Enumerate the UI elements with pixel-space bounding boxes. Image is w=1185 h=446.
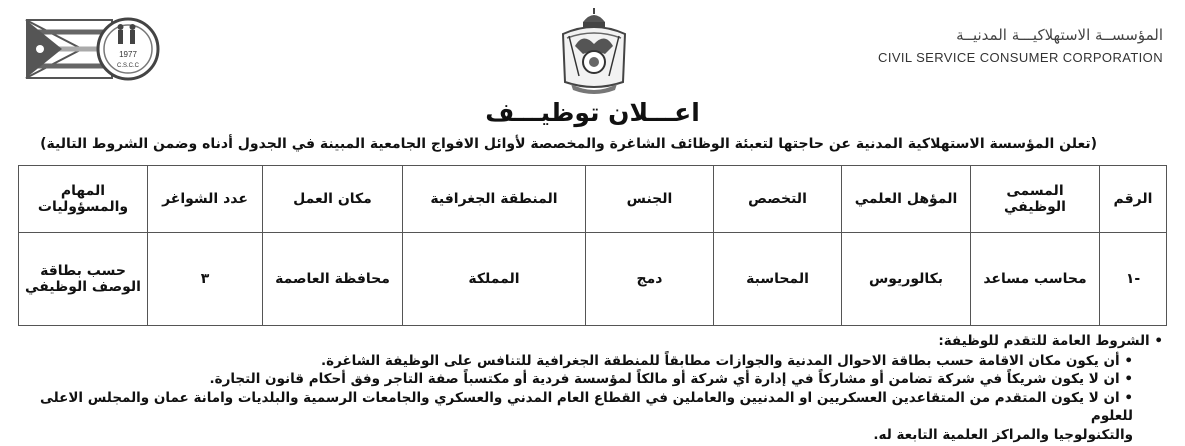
condition-item: • ان لا يكون شريكاً في شركة تضامن أو مشاركاً في إدارة أي شركة أو مالكاً لمؤسسة فردية أو مكتسباً صفة التاجر وفق أحكام قانون التجارة.: [209, 371, 1133, 387]
cell-specialization: المحاسبة: [714, 233, 842, 326]
org-name-arabic: المؤسســة الاستهلاكيـــة المدنيــة: [956, 26, 1163, 44]
page-title: اعـــلان توظيـــف: [485, 98, 700, 127]
vacancies-table: [18, 165, 1167, 326]
cell-vacancies: ٣: [148, 233, 263, 326]
table-header-row: [19, 166, 1167, 233]
coat-of-arms-emblem: [553, 6, 635, 96]
organization-name: [878, 26, 1163, 65]
col-header-specialization: التخصص: [714, 166, 842, 233]
col-header-gender: الجنس: [586, 166, 714, 233]
cell-job-title: محاسب مساعد: [971, 233, 1100, 326]
cell-gender: دمج: [586, 233, 714, 326]
col-header-qualification: المؤهل العلمي: [842, 166, 971, 233]
cell-workplace: محافظة العاصمة: [263, 233, 403, 326]
condition-continuation: والتكنولوجيا والمراكز العلمية التابعة له.: [873, 426, 1133, 443]
general-conditions: [13, 332, 1163, 444]
cell-number: -١: [1100, 233, 1167, 326]
logo-abbr: C.S.C.C: [116, 63, 140, 69]
cell-region: المملكة: [403, 233, 586, 326]
logo-year: 1977: [119, 50, 137, 59]
condition-item: • ان لا يكون المتقدم من المتقاعدين العسكريين او المدنيين والعاملين في القطاع العام المدني والعسكري والجامعات الرسمية والبلديات وامانة عمان والمجلس الاعلى للعلوم: [39, 389, 1133, 424]
col-header-number: الرقم: [1100, 166, 1167, 233]
col-header-duties: المهام والمسؤوليات: [19, 166, 148, 233]
corporation-logo: [22, 14, 164, 84]
cell-qualification: بكالوريوس: [842, 233, 971, 326]
cell-duties: [19, 233, 148, 326]
col-header-workplace: مكان العمل: [263, 166, 403, 233]
table-row: [19, 233, 1167, 326]
condition-item: • أن يكون مكان الاقامة حسب بطاقة الاحوال المدنية والجوازات مطابقاً للمنطقة الجغرافية للتنافس على الوظيفة الشاغرة.: [320, 352, 1133, 369]
col-header-region: المنطقة الجغرافية: [403, 166, 586, 233]
col-header-vacancies: عدد الشواغر: [148, 166, 263, 233]
duties-line-2: الوصف الوظيفي: [25, 279, 141, 295]
col-header-job-title: المسمى الوظيفي: [971, 166, 1100, 233]
conditions-heading: • الشروط العامة للتقدم للوظيفة:: [938, 333, 1163, 349]
duties-line-1: حسب بطاقة: [40, 263, 126, 279]
org-name-english: CIVIL SERVICE CONSUMER CORPORATION: [878, 50, 1163, 65]
intro-text: (تعلن المؤسسة الاستهلاكية المدنية عن حاجتها لتعبئة الوظائف الشاغرة والمخصصة لأوائل الافواج الجامعية المبينة في الجدول أدناه وضمن الشروط التالية): [40, 136, 1097, 152]
